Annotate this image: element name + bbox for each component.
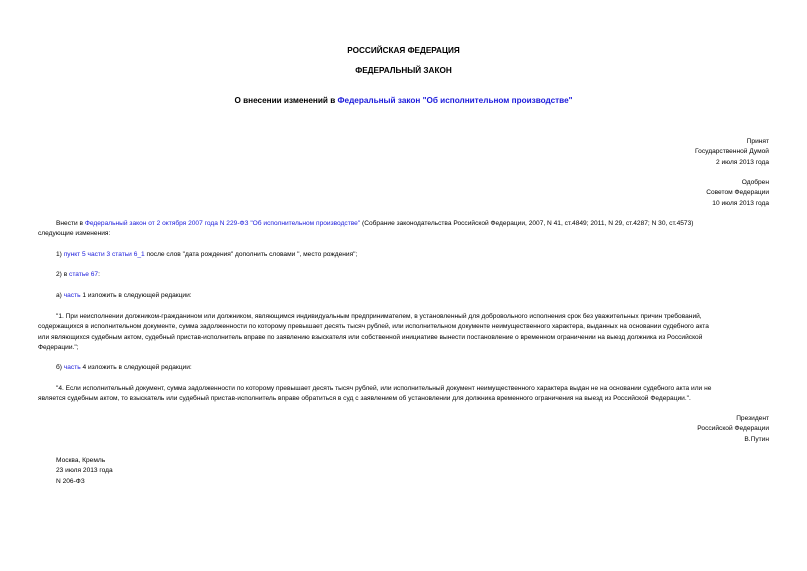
- adopted-line2: Государственной Думой: [695, 148, 769, 156]
- item2-suffix: :: [98, 271, 100, 278]
- item1-suffix: после слов "дата рождения" дополнить словами ", место рождения";: [144, 251, 358, 258]
- approved-line1: Одобрен: [741, 179, 769, 186]
- item1-paragraph: [38, 250, 784, 260]
- approved-block: [706, 178, 769, 209]
- adopted-line3: 2 июля 2013 года: [715, 158, 769, 166]
- signature-block: [697, 414, 769, 445]
- quote1-line3: или являющихся судебным актом, судебный пристав-исполнитель вправе по заявлению взыскателя или собственной инициативе вынести постановление о временном ограничении на выезд должника из Российской: [38, 333, 703, 341]
- quote1-line2: содержащихся в исполнительном документе, сумма задолженности по которому превышает десять тысяч рублей, или исполнительном документе неимущественного характера, выданных на основании судебного акта: [38, 323, 709, 331]
- item2a-suffix: 1 изложить в следующей редакции:: [80, 292, 192, 299]
- header-federation: РОССИЙСКАЯ ФЕДЕРАЦИЯ: [347, 46, 460, 55]
- place-line3: N 206-ФЗ: [56, 477, 85, 485]
- signature-line1: Президент: [736, 415, 769, 422]
- quote2-line1: "4. Если исполнительный документ, сумма задолженности по которому превышает десять тысяч рублей, или исполнительный документ неимущественного характера выдан не на основании судебного акта или не: [56, 385, 712, 392]
- item2b-paragraph: [38, 363, 784, 373]
- intro-line1: [38, 219, 766, 229]
- quote2-line2: является судебным актом, то взыскатель или судебный пристав-исполнитель вправе обратиться в суд с заявлением об установлении для должника временного ограничения на выезд из Российской Федерации.".: [38, 395, 691, 403]
- intro-prefix: Внести в: [56, 220, 85, 227]
- title-law-link[interactable]: Федеральный закон "Об исполнительном производстве": [337, 96, 573, 105]
- adopted-line1: Принят: [746, 138, 769, 145]
- quote1-line1: "1. При неисполнении должником-гражданином или должником, являющимся индивидуальным предпринимателем, в установленный для добровольного исполнения срок без уважительных причин требований,: [56, 313, 702, 320]
- place-date-block: [56, 456, 113, 487]
- item2b-prefix: б): [56, 364, 64, 371]
- item1-link[interactable]: пункт 5 части 3 статьи 6_1: [63, 251, 145, 258]
- approved-line2: Советом Федерации: [706, 189, 769, 197]
- intro-law-link[interactable]: Федеральный закон от 2 октября 2007 года N 229-ФЗ "Об исполнительном производстве": [84, 220, 361, 227]
- item2-prefix: 2) в: [56, 271, 70, 278]
- item1-prefix: 1): [56, 251, 64, 258]
- item2a-prefix: а): [56, 292, 64, 299]
- approved-line3: 10 июля 2013 года: [712, 199, 769, 207]
- title-prefix: О внесении изменений в: [234, 96, 338, 105]
- document-title: [0, 96, 807, 106]
- place-line1: Москва, Кремль: [56, 457, 106, 464]
- quote1-paragraph: [38, 312, 766, 354]
- intro-line2: следующие изменения:: [38, 230, 111, 238]
- quote2-paragraph: [38, 384, 766, 405]
- place-line2: 23 июля 2013 года: [56, 467, 113, 475]
- intro-paragraph: [38, 219, 766, 240]
- adopted-block: [695, 137, 769, 168]
- item2b-link[interactable]: часть: [63, 364, 81, 371]
- quote1-line4: Федерации.";: [38, 344, 79, 352]
- header-law-type: ФЕДЕРАЛЬНЫЙ ЗАКОН: [355, 66, 452, 75]
- item2a-link[interactable]: часть: [63, 292, 81, 299]
- item2a-paragraph: [38, 291, 784, 301]
- item2-link[interactable]: статье 67: [69, 271, 99, 278]
- signature-line3: В.Путин: [744, 435, 769, 443]
- item2-paragraph: [38, 270, 784, 280]
- item2b-suffix: 4 изложить в следующей редакции:: [80, 364, 192, 371]
- intro-suffix: (Собрание законодательства Российской Федерации, 2007, N 41, ст.4849; 2011, N 29, ст.4287; N 30, ст.4573): [360, 220, 694, 227]
- signature-line2: Российской Федерации: [697, 425, 769, 433]
